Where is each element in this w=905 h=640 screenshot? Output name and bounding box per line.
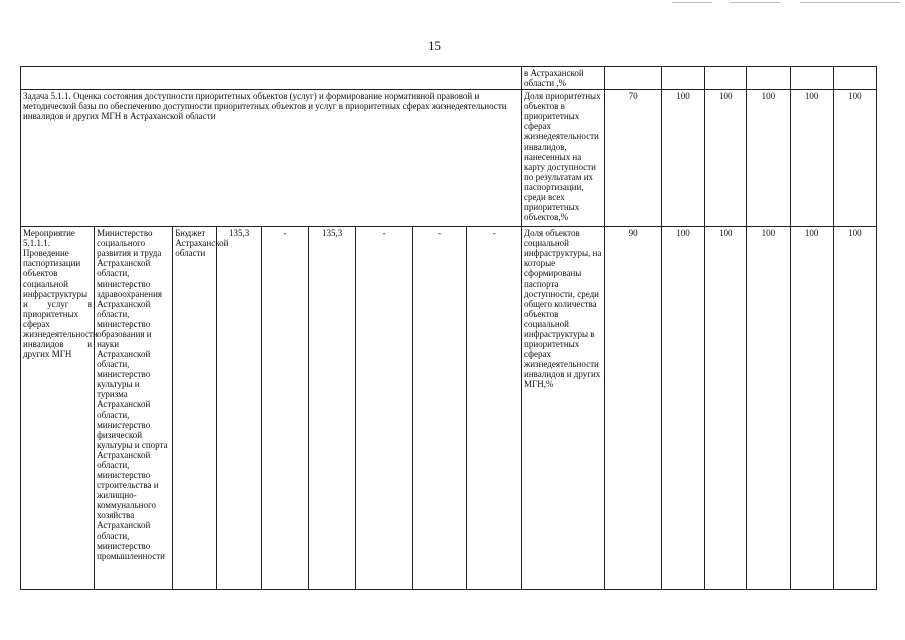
value-cell: 100 xyxy=(705,227,747,590)
page-number: 15 xyxy=(428,38,441,53)
financing-cell: 135,3 xyxy=(217,227,261,590)
value-cell: 100 xyxy=(705,90,747,227)
scan-artifact-line xyxy=(800,2,900,3)
value-cell xyxy=(833,67,876,90)
measure-cell: Мероприятие 5.1.1.1. Проведение паспортизации объектов социальной инфраструктуры и услуг в приоритетных сферах жизнедеятельности инвалидов и других МГН xyxy=(21,227,95,590)
value-cell: 100 xyxy=(833,227,876,590)
program-table xyxy=(20,66,877,590)
value-cell xyxy=(661,67,704,90)
value-cell: 100 xyxy=(790,227,833,590)
indicator-cell: в Астраханской области ,% xyxy=(522,67,605,90)
indicator-cell: Доля приоритетных объектов в приоритетных сферах жизнедеятельности инвалидов, нанесенных на карту доступности по результатам их паспортизации, среди всех приоритетных объектов,% xyxy=(522,90,605,227)
task-description: Задача 5.1.1. Оценка состояния доступности приоритетных объектов (услуг) и формирование нормативной правовой и методической базы по обеспечению доступности приоритетных объектов и услуг в приоритетных сферах жизнедеятельности инвалидов и других МГН в Астраханской области xyxy=(21,90,522,227)
value-cell: 100 xyxy=(747,227,790,590)
table-row xyxy=(21,67,877,90)
value-cell: 100 xyxy=(790,90,833,227)
value-cell xyxy=(705,67,747,90)
indicator-cell: Доля объектов социальной инфраструктуры, на которые сформированы паспорта доступности, среди общего количества объектов социальной инфраструктуры в приоритетных сферах жизнедеятельности инвалидов и других МГН,% xyxy=(522,227,605,590)
value-cell: 100 xyxy=(747,90,790,227)
value-cell: 90 xyxy=(605,227,662,590)
executor-cell: Министерство социального развития и труда Астраханской области, министерство здравоохранения Астраханской области, министерство образования и науки Астраханской области, министерство культуры и туризма Астраханской области, министерство физической культуры и спорта Астраханской области, министерство строительства и жилищно-коммунального хозяйства Астраханской области, министерство промышленности xyxy=(95,227,173,590)
financing-cell: - xyxy=(467,227,522,590)
value-cell: 100 xyxy=(833,90,876,227)
empty-cell xyxy=(21,67,522,90)
value-cell xyxy=(747,67,790,90)
value-cell xyxy=(605,67,662,90)
value-cell: 100 xyxy=(661,227,704,590)
value-cell: 100 xyxy=(661,90,704,227)
source-cell: Бюджет Астраханской области xyxy=(173,227,217,590)
value-cell xyxy=(790,67,833,90)
table-row xyxy=(21,90,877,227)
financing-cell: - xyxy=(261,227,308,590)
table-row xyxy=(21,227,877,590)
financing-cell: - xyxy=(356,227,413,590)
financing-cell: - xyxy=(412,227,467,590)
financing-cell: 135,3 xyxy=(309,227,356,590)
scan-artifact-line xyxy=(672,2,712,3)
scan-artifact-line xyxy=(730,2,780,3)
value-cell: 70 xyxy=(605,90,662,227)
